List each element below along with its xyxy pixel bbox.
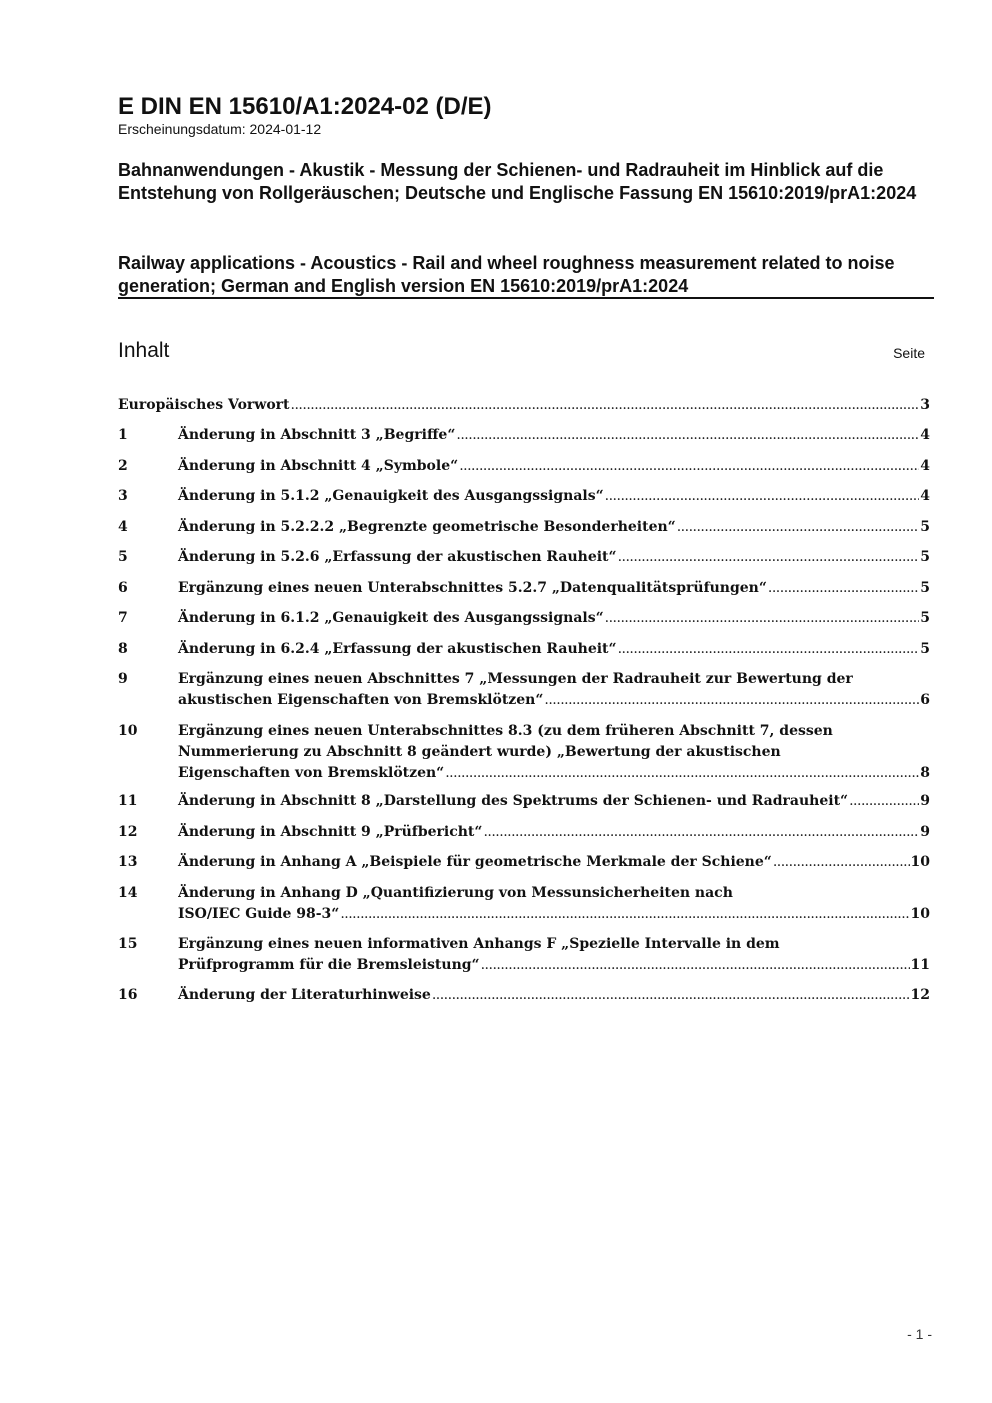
dot-leader	[773, 852, 910, 873]
dot-leader	[544, 690, 919, 711]
toc-entry-title-line: Änderung in 6.2.4 „Erfassung der akustischen Rauheit“	[178, 641, 617, 657]
document-id: E DIN EN 15610/A1:2024-02 (D/E)	[118, 93, 492, 120]
toc-entry-title-line: ISO/IEC Guide 98-3“	[178, 906, 340, 922]
toc-entry-page: 12	[910, 987, 930, 1003]
toc-entry[interactable]	[118, 456, 930, 477]
publication-date: Erscheinungsdatum: 2024-01-12	[118, 121, 322, 137]
toc-entry-page: 5	[920, 610, 930, 626]
dot-leader	[291, 395, 920, 416]
toc-entry-title-line: Prüfprogramm für die Bremsleistung“	[178, 957, 480, 973]
dot-leader	[618, 639, 920, 660]
toc-entry-page: 11	[910, 957, 930, 973]
toc-entry-number: 16	[118, 987, 138, 1003]
toc-entry-title-line: Nummerierung zu Abschnitt 8 geändert wurde) „Bewertung der akustischen	[178, 744, 781, 760]
toc-entry-page: 8	[920, 765, 930, 781]
dot-leader	[677, 517, 920, 538]
toc-entry[interactable]	[118, 721, 930, 784]
toc-entry-title-line: Eigenschaften von Bremsklötzen“	[178, 765, 445, 781]
toc-entry-page: 4	[920, 458, 930, 474]
title-divider	[118, 297, 934, 299]
title-english: Railway applications - Acoustics - Rail and wheel roughness measurement related to noise generation; German and English version EN 15610:2019/prA1:2024	[118, 253, 895, 296]
toc-entry[interactable]	[118, 517, 930, 538]
toc-entry-number: 3	[118, 488, 128, 504]
dot-leader	[768, 578, 919, 599]
toc-entry-title-line: Änderung in Abschnitt 8 „Darstellung des Spektrums der Schienen- und Radrauheit“	[178, 793, 849, 809]
toc-entry[interactable]	[118, 669, 930, 711]
toc-entry[interactable]	[118, 852, 930, 873]
toc-entry-number: 7	[118, 610, 128, 626]
toc-entry-number: 12	[118, 824, 138, 840]
toc-entry-number: 2	[118, 458, 128, 474]
toc-entry-page: 5	[920, 519, 930, 535]
dot-leader	[849, 791, 919, 812]
toc-entry-title-line: Änderung in 5.2.2.2 „Begrenzte geometrische Besonderheiten“	[178, 519, 676, 535]
title-german: Bahnanwendungen - Akustik - Messung der Schienen- und Radrauheit im Hinblick auf die Entstehung von Rollgeräuschen; Deutsche und Englische Fassung EN 15610:2019/prA1:2024	[118, 160, 917, 203]
dot-leader	[432, 985, 910, 1006]
toc-entry-title-line: Änderung in Abschnitt 9 „Prüfbericht“	[178, 824, 483, 840]
toc-entry-page: 5	[920, 580, 930, 596]
dot-leader	[605, 486, 920, 507]
toc-entry-number: 6	[118, 580, 128, 596]
toc-entry[interactable]	[118, 608, 930, 629]
toc-entry-title-line: Ergänzung eines neuen Unterabschnittes 8.3 (zu dem früheren Abschnitt 7, dessen	[178, 723, 833, 739]
toc-entry-page: 9	[920, 793, 930, 809]
dot-leader	[483, 822, 919, 843]
toc-entry-title-line: Änderung in Abschnitt 4 „Symbole“	[178, 458, 459, 474]
toc-entry[interactable]	[118, 883, 930, 925]
toc-entry[interactable]	[118, 425, 930, 446]
toc-entry[interactable]	[118, 395, 930, 416]
toc-entry-title-line: Änderung in 5.1.2 „Genauigkeit des Ausgangssignals“	[178, 488, 604, 504]
toc-entry-page: 10	[910, 906, 930, 922]
toc-entry[interactable]	[118, 578, 930, 599]
dot-leader	[618, 547, 920, 568]
toc-entry-page: 5	[920, 549, 930, 565]
toc-entry-number: 5	[118, 549, 128, 565]
toc-entry-page: 10	[910, 854, 930, 870]
dot-leader	[481, 955, 910, 976]
toc-entry[interactable]	[118, 639, 930, 660]
toc-entry-title-line: Ergänzung eines neuen Unterabschnittes 5.2.7 „Datenqualitätsprüfungen“	[178, 580, 767, 596]
toc-entry-page: 9	[920, 824, 930, 840]
dot-leader	[456, 425, 919, 446]
toc-entry[interactable]	[118, 547, 930, 568]
toc-entry-number: 9	[118, 671, 128, 687]
toc-entry-title-line: Änderung der Literaturhinweise	[178, 987, 431, 1003]
toc-entry-number: 10	[118, 723, 138, 739]
toc-entry-title-line: Änderung in 6.1.2 „Genauigkeit des Ausgangssignals“	[178, 610, 604, 626]
toc-entry[interactable]	[118, 486, 930, 507]
toc-page-label: Seite	[893, 345, 925, 361]
toc-entry-title-line: Änderung in Anhang D „Quantifizierung von Messunsicherheiten nach	[178, 885, 733, 901]
toc-entry[interactable]	[118, 985, 930, 1006]
dot-leader	[459, 456, 919, 477]
toc-entry-number: 4	[118, 519, 128, 535]
toc-entry-number: 1	[118, 427, 128, 443]
toc-entry-number: 15	[118, 936, 138, 952]
toc-entry-title-line: Ergänzung eines neuen informativen Anhangs F „Spezielle Intervalle in dem	[178, 936, 780, 952]
dot-leader	[445, 763, 919, 784]
page-number: - 1 -	[907, 1326, 932, 1342]
toc-heading: Inhalt	[118, 339, 170, 362]
toc-entry[interactable]	[118, 822, 930, 843]
toc-entry-title-line: Änderung in Anhang A „Beispiele für geometrische Merkmale der Schiene“	[178, 854, 772, 870]
dot-leader	[605, 608, 920, 629]
toc-entry-number: 13	[118, 854, 138, 870]
toc-entry-page: 4	[920, 488, 930, 504]
toc-entry[interactable]	[118, 934, 930, 976]
toc-entry-title-line: akustischen Eigenschaften von Bremsklötzen“	[178, 692, 544, 708]
toc-entry-title-line: Änderung in 5.2.6 „Erfassung der akustischen Rauheit“	[178, 549, 617, 565]
toc-entry-number: 8	[118, 641, 128, 657]
toc-entry-title-line: Europäisches Vorwort	[118, 397, 290, 413]
toc-entry[interactable]	[118, 791, 930, 812]
toc-entry-title-line: Änderung in Abschnitt 3 „Begriffe“	[178, 427, 456, 443]
toc-entry-page: 5	[920, 641, 930, 657]
toc-entry-page: 3	[920, 397, 930, 413]
toc-entry-page: 4	[920, 427, 930, 443]
toc-entry-number: 14	[118, 885, 138, 901]
toc-entry-number: 11	[118, 793, 138, 809]
toc-entry-title-line: Ergänzung eines neuen Abschnittes 7 „Messungen der Radrauheit zur Bewertung der	[178, 671, 853, 687]
toc-entry-page: 6	[920, 692, 930, 708]
dot-leader	[340, 904, 909, 925]
